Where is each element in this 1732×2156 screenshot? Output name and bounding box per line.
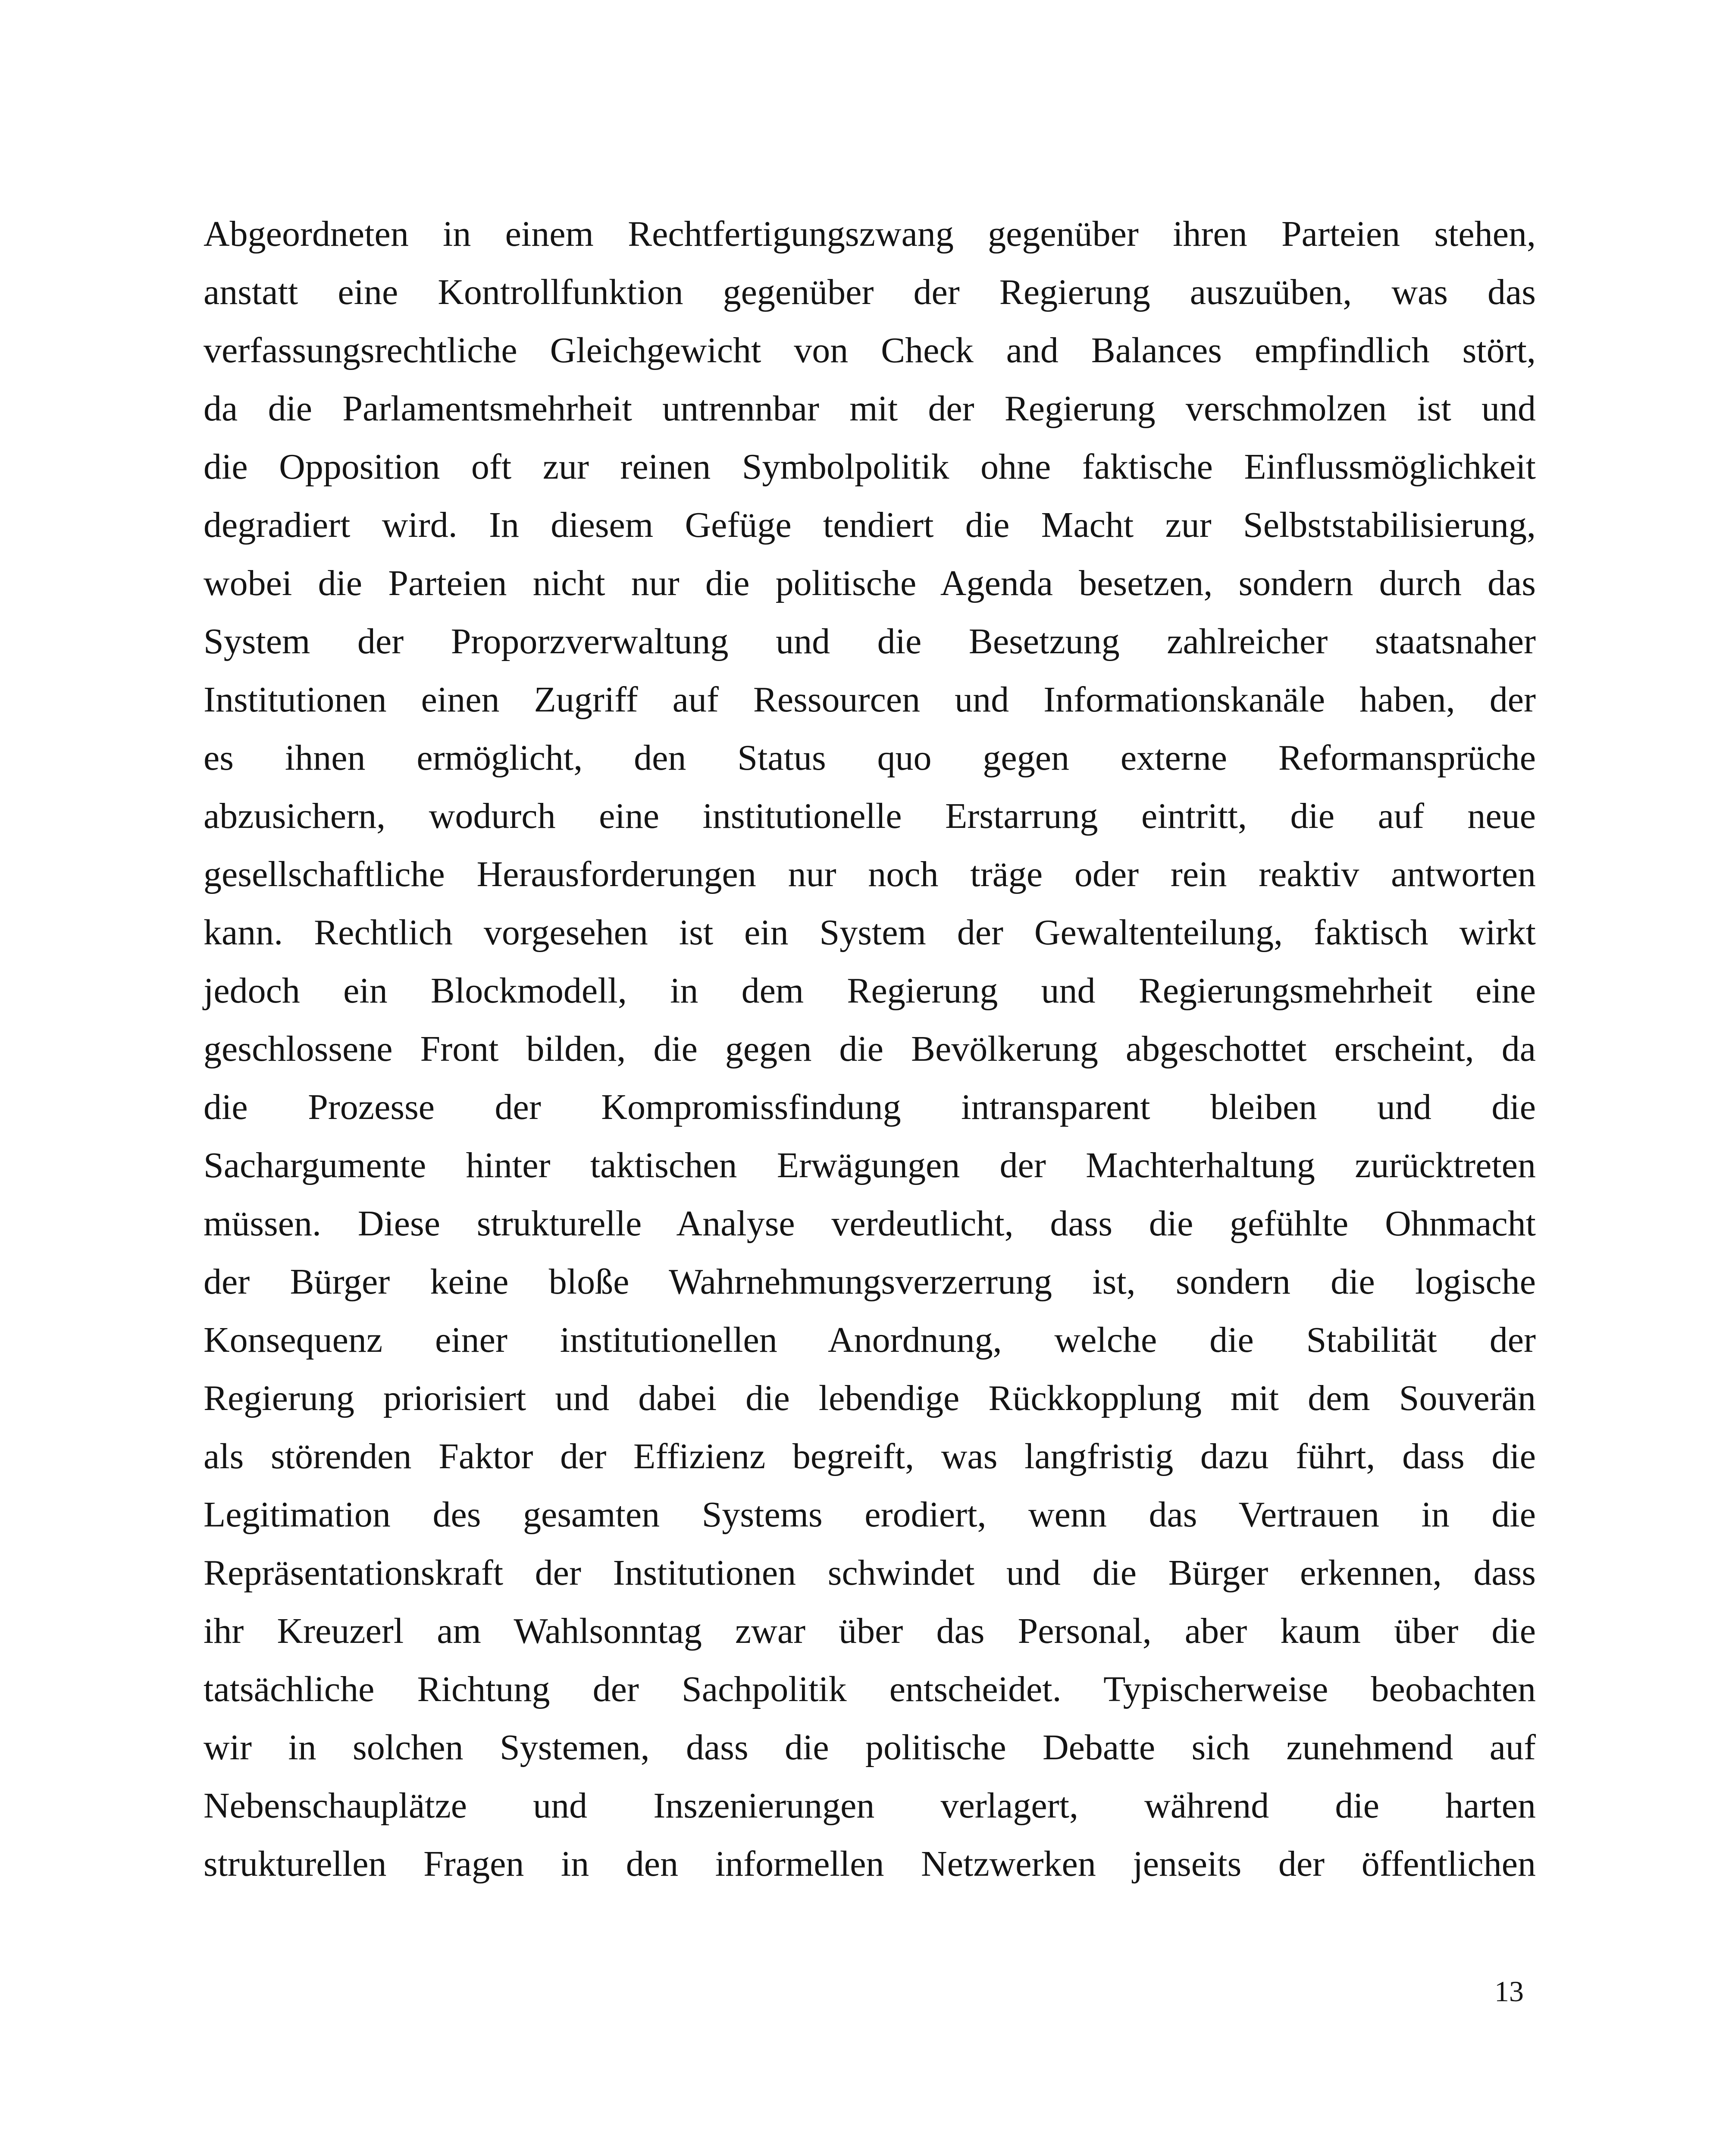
text-line: wobei die Parteien nicht nur die politische Agenda besetzen, sondern durch das [204, 563, 1536, 603]
text-line: jedoch ein Blockmodell, in dem Regierung und Regierungsmehrheit eine [204, 971, 1536, 1011]
text-line: müssen. Diese strukturelle Analyse verdeutlicht, dass die gefühlte Ohnmacht [204, 1203, 1536, 1244]
text-line: strukturellen Fragen in den informellen Netzwerken jenseits der öffentlichen [204, 1844, 1536, 1884]
text-line: Abgeordneten in einem Rechtfertigungszwang gegenüber ihren Parteien stehen, [204, 214, 1536, 254]
text-line: kann. Rechtlich vorgesehen ist ein System der Gewaltenteilung, faktisch wirkt [204, 912, 1536, 953]
text-line: Nebenschauplätze und Inszenierungen verlagert, während die harten [204, 1786, 1536, 1826]
text-line: als störenden Faktor der Effizienz begreift, was langfristig dazu führt, dass die [204, 1436, 1536, 1476]
text-line: System der Proporzverwaltung und die Besetzung zahlreicher staatsnaher [204, 621, 1536, 661]
body-text [204, 205, 1536, 1893]
text-line: der Bürger keine bloße Wahrnehmungsverzerrung ist, sondern die logische [204, 1262, 1536, 1302]
text-line: die Prozesse der Kompromissfindung intransparent bleiben und die [204, 1087, 1536, 1127]
text-line: degradiert wird. In diesem Gefüge tendiert die Macht zur Selbststabilisierung, [204, 505, 1536, 545]
text-line: Legitimation des gesamten Systems erodiert, wenn das Vertrauen in die [204, 1495, 1536, 1535]
text-line: wir in solchen Systemen, dass die politische Debatte sich zunehmend auf [204, 1727, 1536, 1767]
text-line: ihr Kreuzerl am Wahlsonntag zwar über das Personal, aber kaum über die [204, 1611, 1536, 1651]
text-line: da die Parlamentsmehrheit untrennbar mit der Regierung verschmolzen ist und [204, 389, 1536, 429]
text-line: geschlossene Front bilden, die gegen die Bevölkerung abgeschottet erscheint, da [204, 1029, 1536, 1069]
text-line: abzusichern, wodurch eine institutionelle Erstarrung eintritt, die auf neue [204, 796, 1536, 836]
text-line: Institutionen einen Zugriff auf Ressourcen und Informationskanäle haben, der [204, 680, 1536, 720]
text-line: es ihnen ermöglicht, den Status quo gegen externe Reformansprüche [204, 738, 1536, 778]
text-line: gesellschaftliche Herausforderungen nur noch träge oder rein reaktiv antworten [204, 854, 1536, 894]
text-line: anstatt eine Kontrollfunktion gegenüber der Regierung auszuüben, was das [204, 272, 1536, 312]
text-line: Repräsentationskraft der Institutionen schwindet und die Bürger erkennen, dass [204, 1553, 1536, 1593]
text-line: Sachargumente hinter taktischen Erwägungen der Machterhaltung zurücktreten [204, 1145, 1536, 1185]
page-number: 13 [1494, 1975, 1524, 2008]
text-line: verfassungsrechtliche Gleichgewicht von Check and Balances empfindlich stört, [204, 330, 1536, 370]
text-line: Regierung priorisiert und dabei die lebendige Rückkopplung mit dem Souverän [204, 1378, 1536, 1418]
text-line: die Opposition oft zur reinen Symbolpolitik ohne faktische Einflussmöglichkeit [204, 447, 1536, 487]
text-line: Konsequenz einer institutionellen Anordnung, welche die Stabilität der [204, 1320, 1536, 1360]
text-line: tatsächliche Richtung der Sachpolitik entscheidet. Typischerweise beobachten [204, 1669, 1536, 1709]
